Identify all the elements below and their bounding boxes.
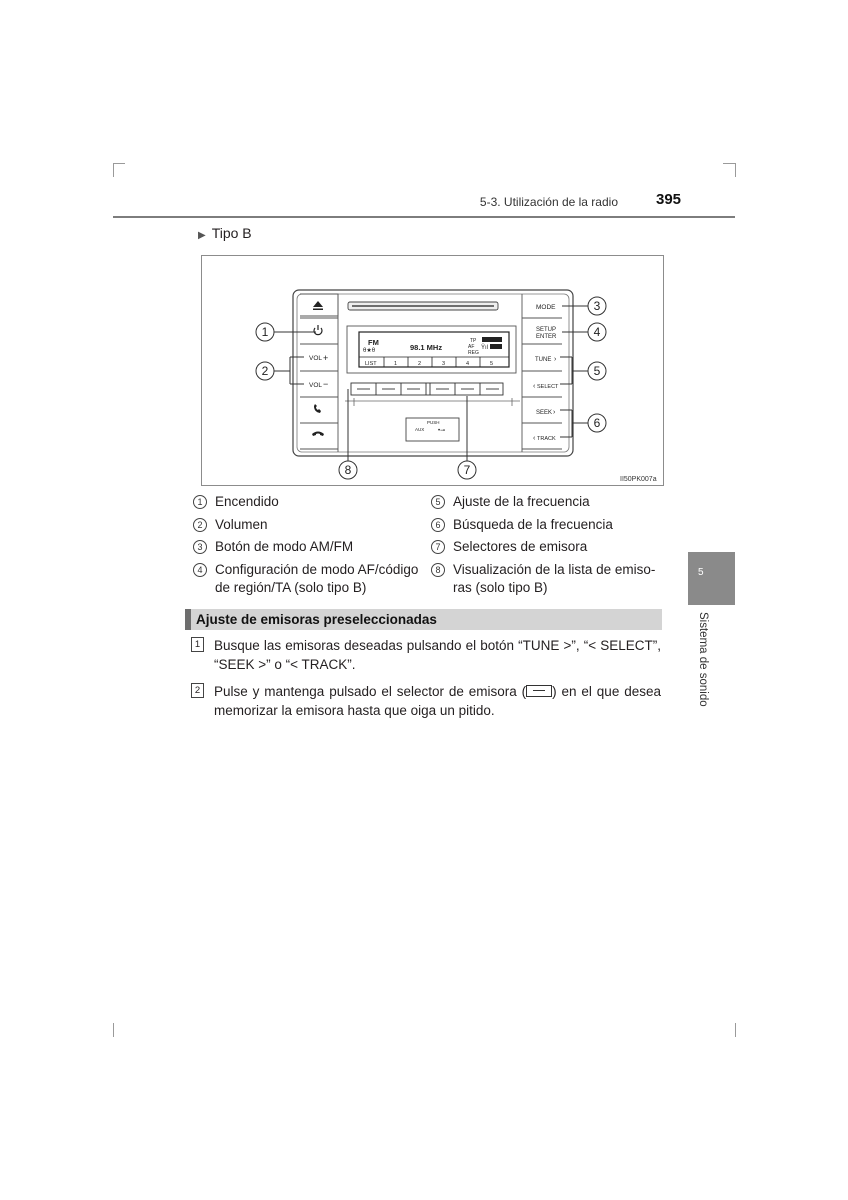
- legend-number: 7: [431, 540, 445, 554]
- select-label: SELECT: [537, 384, 559, 390]
- eject-icon: [313, 301, 323, 307]
- legend-text: Encendido: [215, 494, 279, 509]
- chevron-right-icon: ›: [554, 356, 557, 363]
- track-label: TRACK: [537, 436, 556, 442]
- figure-code: II50PK007a: [620, 476, 657, 483]
- display-af: AF: [468, 344, 475, 350]
- phone-hangup-icon: [312, 432, 324, 437]
- chapter-tab-label: Sistema de sonido: [697, 612, 709, 707]
- step-1: [191, 636, 661, 674]
- display-preset-2: 2: [418, 361, 422, 367]
- legend-text: Búsqueda de la frecuencia: [453, 517, 613, 532]
- display-preset-4: 4: [466, 361, 470, 367]
- callout-5-label: 5: [593, 364, 601, 378]
- step-2: [191, 682, 661, 720]
- chevron-right-icon: ›: [553, 409, 556, 416]
- display-reg: REG: [468, 350, 479, 356]
- radio-figure-frame: [201, 255, 664, 486]
- vol-plus-label: VOL: [309, 355, 323, 362]
- step-text-line: memorizar la emisora hasta que oiga un pitido.: [214, 703, 495, 718]
- usb-icon: •⊸: [438, 428, 446, 434]
- legend-number: 5: [431, 495, 445, 509]
- plus-icon: +: [323, 353, 329, 363]
- legend-text: Ajuste de la frecuencia: [453, 494, 590, 509]
- step-text-line: “SEEK >” o “< TRACK”.: [214, 657, 356, 672]
- legend-item-4: [193, 561, 418, 597]
- chapter-tab[interactable]: [688, 552, 735, 605]
- right-buttons: [522, 294, 562, 452]
- step-text: [214, 682, 661, 720]
- callout-1-label: 1: [261, 325, 269, 339]
- seek-label: SEEK: [536, 410, 553, 416]
- section-heading-text: Ajuste de emisoras preseleccionadas: [196, 612, 437, 627]
- crop-mark-top-right-h: [723, 163, 735, 164]
- page-number: 395: [656, 191, 682, 208]
- legend-text-line: ras (solo tipo B): [453, 580, 548, 595]
- power-icon: [314, 325, 322, 335]
- phone-call-icon: [314, 404, 321, 413]
- step-text-part: Pulse y mantenga pulsado el selector de emisora (: [214, 684, 527, 699]
- header-section-title: 5-3. Utilización de la radio: [479, 195, 618, 209]
- legend-item-5: [431, 493, 590, 511]
- legend-text: Volumen: [215, 517, 268, 532]
- crop-mark-top-right-v: [735, 163, 736, 177]
- crop-mark-bottom-left-v: [113, 1023, 114, 1037]
- callout-7-label: 7: [463, 463, 471, 477]
- aux-label: AUX: [415, 427, 425, 432]
- preset-buttons: [351, 383, 503, 395]
- legend-text: [453, 561, 655, 597]
- push-label: PUSH: [427, 420, 440, 425]
- legend-text-line: de región/TA (solo tipo B): [215, 580, 367, 595]
- left-buttons: [300, 294, 338, 452]
- subtitle-text: Tipo B: [211, 225, 252, 241]
- step-number: 2: [191, 683, 204, 698]
- display-preset-1: 1: [394, 361, 398, 367]
- tune-label: TUNE: [535, 357, 552, 363]
- step-text-part: ) en el que desea: [552, 684, 661, 699]
- callout-2-label: 2: [261, 364, 269, 378]
- legend-item-2: [193, 516, 268, 534]
- legend-item-1: [193, 493, 279, 511]
- signal-icon: Ÿıl: [481, 345, 489, 351]
- station-selector-icon: [526, 685, 552, 697]
- minus-icon: −: [323, 379, 329, 389]
- legend-text: [215, 561, 418, 597]
- legend-item-3: [193, 538, 353, 556]
- callout-4-label: 4: [593, 325, 601, 339]
- display-preset-list: LIST: [365, 361, 377, 367]
- legend-text-line: Visualización de la lista de emiso-: [453, 562, 656, 577]
- step-text-line: Busque las emisoras deseadas pulsando el botón “TUNE >”, “< SELECT”,: [214, 638, 661, 653]
- callout-6-label: 6: [593, 416, 601, 430]
- legend-number: 6: [431, 518, 445, 532]
- legend-number: 8: [431, 563, 445, 577]
- legend-item-7: [431, 538, 587, 556]
- chevron-left-icon: ‹: [533, 435, 536, 442]
- mode-label: MODE: [536, 304, 556, 311]
- crop-mark-bottom-right-v: [735, 1023, 736, 1037]
- step-text-line: [214, 682, 661, 701]
- legend-item-6: [431, 516, 613, 534]
- display-tp: TP: [470, 338, 477, 344]
- triangle-bullet-icon: ▶: [198, 230, 206, 241]
- radio-panel-illustration: [202, 256, 663, 485]
- display-band: FM: [368, 338, 379, 347]
- enter-label: ENTER: [536, 334, 557, 340]
- display-preset-3: 3: [442, 361, 446, 367]
- chevron-left-icon: ‹: [533, 383, 536, 390]
- legend-text: Botón de modo AM/FM: [215, 539, 354, 554]
- display-preset-5: 5: [490, 361, 494, 367]
- chapter-tab-number: 5: [698, 567, 704, 578]
- section-heading: [185, 609, 662, 630]
- legend-text-line: Configuración de modo AF/código: [215, 562, 419, 577]
- display-frequency: 98.1 MHz: [410, 343, 443, 352]
- display-indicator-top: [482, 337, 502, 342]
- legend-text: Selectores de emisora: [453, 539, 588, 554]
- vol-minus-label: VOL: [309, 382, 323, 389]
- display-indicator-stereo: [490, 344, 502, 349]
- crop-mark-top-left-v: [113, 163, 114, 177]
- legend-number: 4: [193, 563, 207, 577]
- callout-3-label: 3: [593, 299, 601, 313]
- legend-number: 2: [193, 518, 207, 532]
- legend-item-8: [431, 561, 655, 597]
- crop-mark-top-left-h: [113, 163, 125, 164]
- legend-number: 1: [193, 495, 207, 509]
- header-rule: [113, 216, 735, 218]
- subtitle: [198, 225, 252, 241]
- step-text: [214, 636, 661, 674]
- legend-number: 3: [193, 540, 207, 554]
- star-icon: θ★θ: [363, 348, 376, 354]
- step-number: 1: [191, 637, 204, 652]
- callout-8-label: 8: [344, 463, 352, 477]
- setup-label: SETUP: [536, 327, 557, 333]
